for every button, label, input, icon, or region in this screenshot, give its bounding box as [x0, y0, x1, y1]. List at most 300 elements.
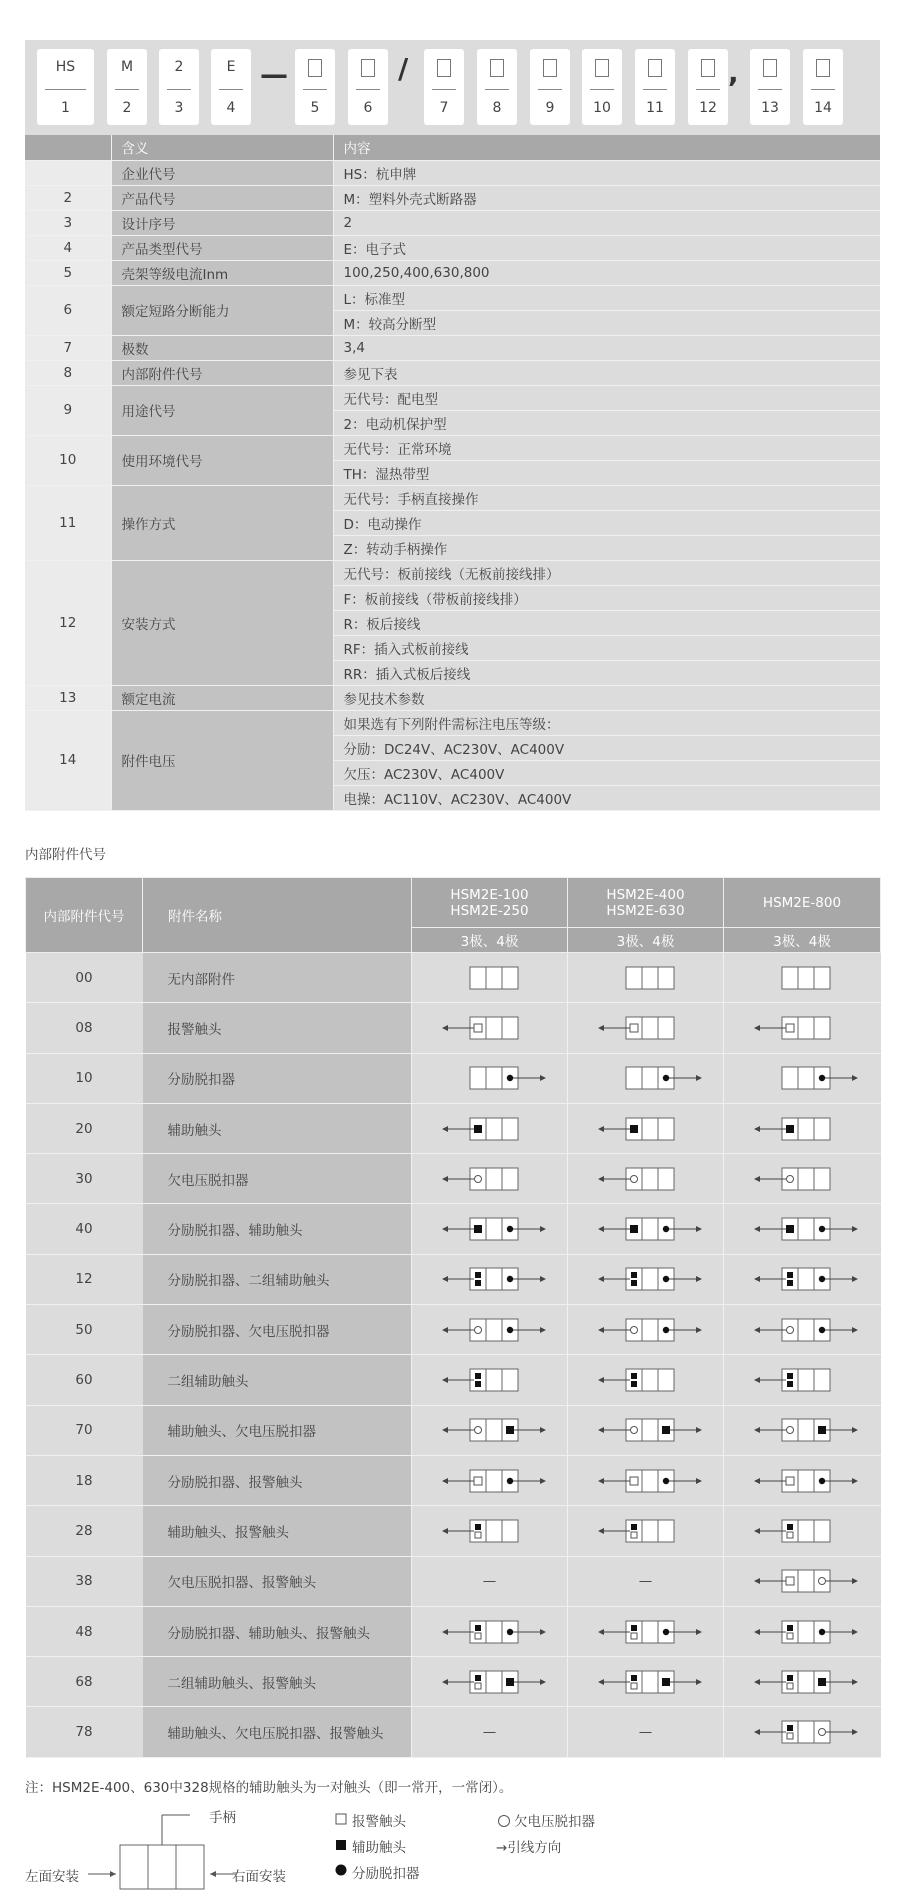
- code-box-13: [750, 49, 790, 125]
- uv-release-icon: [787, 1175, 794, 1182]
- row-content: M：较高分断型: [333, 310, 880, 335]
- row-number: 12: [25, 560, 111, 685]
- accessory-symbol-cell: [412, 1305, 568, 1355]
- blank-square-icon: [648, 59, 662, 77]
- legend-right-install: 右面安装: [232, 1869, 286, 1885]
- code-box-number: 3: [174, 100, 184, 116]
- shunt-release-icon: [662, 1276, 668, 1282]
- aux-contact-icon: [631, 1381, 637, 1387]
- alarm-contact-icon: [786, 1477, 794, 1485]
- meaning-row: [25, 235, 880, 260]
- shunt-release-icon: [506, 1327, 512, 1333]
- alarm-contact-icon: [787, 1633, 793, 1639]
- row-content: 2: [333, 210, 880, 235]
- code-box-number: 5: [310, 100, 320, 116]
- accessory-name: 无内部附件: [143, 953, 412, 1003]
- shunt-release-icon: [506, 1628, 512, 1634]
- row-content: 电操：AC110V、AC230V、AC400V: [333, 785, 880, 810]
- code-box-number: 4: [226, 100, 236, 116]
- model-1-line2: HSM2E-250: [450, 902, 529, 919]
- aux-contact-icon: [662, 1426, 670, 1434]
- accessory-symbol-cell: [724, 1455, 881, 1505]
- accessory-symbol-icon: [430, 963, 550, 993]
- aux-contact-icon: [662, 1678, 670, 1686]
- accessory-code: 60: [26, 1355, 143, 1405]
- accessory-name: 辅助触头: [143, 1103, 412, 1153]
- uv-release-icon: [630, 1175, 637, 1182]
- accessory-name: 分励脱扣器、辅助触头: [143, 1204, 412, 1254]
- code-box-value: [688, 59, 728, 77]
- aux-contact-icon: [786, 1225, 794, 1233]
- accessory-symbol-icon: [430, 1315, 550, 1345]
- code-box-7: [424, 49, 464, 125]
- code-box-divider: [219, 89, 243, 90]
- row-content: 欠压：AC230V、AC400V: [333, 760, 880, 785]
- aux-contact-icon: [818, 1678, 826, 1686]
- not-available-dash: —: [638, 1724, 653, 1741]
- code-box-6: [348, 49, 388, 125]
- breaker-outline-icon: [782, 967, 830, 989]
- code-box-divider: [643, 89, 667, 90]
- aux-contact-icon: [787, 1524, 793, 1530]
- aux-contact-icon: [787, 1725, 793, 1731]
- code-box-number: 2: [122, 100, 132, 116]
- accessory-symbol-icon: [742, 1466, 862, 1496]
- accessory-name: 二组辅助触头: [143, 1355, 412, 1405]
- legend-aux: 辅助触头: [352, 1840, 406, 1856]
- accessory-code: 10: [26, 1053, 143, 1103]
- code-box-number: 9: [545, 100, 555, 116]
- alarm-contact-icon: [475, 1683, 481, 1689]
- code-box-value: [424, 59, 464, 77]
- code-box-12: [688, 49, 728, 125]
- alarm-contact-icon: [787, 1733, 793, 1739]
- row-content: 无代号：板前接线（无板前接线排）: [333, 560, 880, 585]
- accessory-symbol-icon: [586, 1365, 706, 1395]
- accessory-name: 分励脱扣器、二组辅助触头: [143, 1254, 412, 1304]
- accessory-name: 欠电压脱扣器: [143, 1154, 412, 1204]
- blank-square-icon: [595, 59, 609, 77]
- header-poles-2: 3极、4极: [568, 928, 724, 953]
- header-no: [25, 135, 111, 160]
- code-box-divider: [356, 89, 380, 90]
- accessory-symbol-cell: [724, 1053, 881, 1103]
- code-box-divider: [811, 89, 835, 90]
- accessory-symbol-icon: [742, 1315, 862, 1345]
- not-available-dash: —: [638, 1573, 653, 1590]
- accessory-symbol-cell: [568, 1053, 724, 1103]
- accessory-symbol-icon: [586, 1516, 706, 1546]
- row-content: RF：插入式板前接线: [333, 635, 880, 660]
- separator-slash: /: [398, 52, 409, 85]
- accessory-symbol-cell: [412, 1506, 568, 1556]
- blank-square-icon: [816, 59, 830, 77]
- row-number: 11: [25, 485, 111, 560]
- meaning-row: [25, 435, 880, 460]
- breaker-outline-icon: [120, 1845, 204, 1889]
- accessory-name: 欠电压脱扣器、报警触头: [143, 1556, 412, 1606]
- code-box-divider: [538, 89, 562, 90]
- header-poles-3: 3极、4极: [724, 928, 881, 953]
- code-box-1: [37, 49, 94, 125]
- row-meaning: 附件电压: [111, 710, 333, 810]
- accessory-symbol-cell: [412, 1455, 568, 1505]
- code-box-divider: [432, 89, 456, 90]
- accessory-row: [26, 1506, 881, 1556]
- accessory-symbol-cell: [412, 1204, 568, 1254]
- accessory-symbol-icon: [430, 1013, 550, 1043]
- meaning-row: [25, 560, 880, 585]
- accessory-symbol-cell: [568, 1355, 724, 1405]
- accessory-symbol-cell: [412, 1003, 568, 1053]
- aux-contact-icon: [787, 1272, 793, 1278]
- accessory-symbol-icon: [586, 1415, 706, 1445]
- accessory-symbol-icon: [742, 1164, 862, 1194]
- code-box-3: [159, 49, 199, 125]
- row-number: [25, 160, 111, 185]
- accessory-row: [26, 1254, 881, 1304]
- uv-release-icon: [496, 1813, 512, 1829]
- row-content: R：板后接线: [333, 610, 880, 635]
- code-box-value: M: [120, 59, 134, 75]
- accessory-name: 分励脱扣器、辅助触头、报警触头: [143, 1606, 412, 1656]
- accessory-row: [26, 1556, 881, 1606]
- legend-direction: →引线方向: [496, 1840, 562, 1856]
- shunt-release-icon: [662, 1226, 668, 1232]
- breaker-outline-icon: [626, 967, 674, 989]
- accessory-symbol-icon: [742, 1667, 862, 1697]
- meaning-row: [25, 360, 880, 385]
- accessory-row: [26, 1003, 881, 1053]
- code-box-value: HS: [55, 59, 76, 75]
- meaning-row: [25, 335, 880, 360]
- model-3-line1: HSM2E-800: [762, 894, 842, 911]
- aux-contact-icon: [475, 1675, 481, 1681]
- breaker-outline-icon: [626, 1369, 674, 1391]
- alarm-contact-icon: [631, 1683, 637, 1689]
- section-title: 内部附件代号: [25, 847, 106, 863]
- accessory-name: 分励脱扣器、欠电压脱扣器: [143, 1305, 412, 1355]
- accessory-symbol-icon: [586, 1264, 706, 1294]
- accessory-symbol-icon: [742, 1717, 862, 1747]
- accessory-row: [26, 1606, 881, 1656]
- aux-contact-icon: [631, 1524, 637, 1530]
- model-2-line1: HSM2E-400: [606, 886, 685, 903]
- accessory-symbol-icon: [586, 1164, 706, 1194]
- aux-contact-icon: [631, 1675, 637, 1681]
- row-meaning: 内部附件代号: [111, 360, 333, 385]
- accessory-symbol-cell: [568, 1305, 724, 1355]
- accessory-symbol-cell: [568, 1606, 724, 1656]
- accessory-symbol-cell: [724, 1606, 881, 1656]
- aux-contact-icon: [818, 1426, 826, 1434]
- row-meaning: 企业代号: [111, 160, 333, 185]
- blank-square-icon: [701, 59, 715, 77]
- accessory-symbol-icon: [430, 1415, 550, 1445]
- accessory-symbol-icon: [742, 1365, 862, 1395]
- accessory-symbol-cell: [724, 1657, 881, 1707]
- alarm-contact-icon: [474, 1477, 482, 1485]
- alarm-contact-icon: [787, 1683, 793, 1689]
- accessory-code: 30: [26, 1154, 143, 1204]
- model-1-line1: HSM2E-100: [450, 886, 529, 903]
- accessory-symbol-icon: [742, 963, 862, 993]
- accessory-symbol-icon: [430, 1516, 550, 1546]
- accessory-symbol-cell: [568, 1556, 724, 1606]
- aux-contact-icon: [506, 1426, 514, 1434]
- code-box-divider: [115, 89, 139, 90]
- accessory-symbol-cell: [568, 953, 724, 1003]
- shunt-release-icon: [506, 1075, 512, 1081]
- row-content: F：板前接线（带板前接线排）: [333, 585, 880, 610]
- code-box-value: [348, 59, 388, 77]
- blank-square-icon: [308, 59, 322, 77]
- accessory-symbol-cell: [568, 1707, 724, 1757]
- alarm-contact-icon: [630, 1477, 638, 1485]
- aux-contact-icon: [475, 1373, 481, 1379]
- accessory-row: [26, 1103, 881, 1153]
- aux-contact-icon: [474, 1225, 482, 1233]
- header-accessory-name: 附件名称: [143, 878, 412, 953]
- shunt-release-icon: [819, 1327, 825, 1333]
- accessory-code: 48: [26, 1606, 143, 1656]
- row-number: 8: [25, 360, 111, 385]
- aux-contact-icon: [787, 1381, 793, 1387]
- aux-contact-icon: [787, 1280, 793, 1286]
- row-number: 10: [25, 435, 111, 485]
- uv-release-icon: [819, 1729, 826, 1736]
- accessory-symbol-icon: [586, 1315, 706, 1345]
- alarm-contact-icon: [787, 1532, 793, 1538]
- header-meaning: 含义: [111, 135, 333, 160]
- accessory-symbol-icon: [742, 1516, 862, 1546]
- accessory-symbol-cell: [724, 1405, 881, 1455]
- accessory-symbol-cell: [724, 1103, 881, 1153]
- meaning-row: [25, 485, 880, 510]
- row-number: 9: [25, 385, 111, 435]
- aux-contact-icon: [475, 1524, 481, 1530]
- accessory-symbol-icon: [742, 1264, 862, 1294]
- uv-release-icon: [474, 1326, 481, 1333]
- code-box-number: 7: [439, 100, 449, 116]
- meaning-row: [25, 160, 880, 185]
- aux-contact-icon: [506, 1678, 514, 1686]
- uv-release-icon: [787, 1326, 794, 1333]
- not-available-dash: —: [482, 1573, 497, 1590]
- uv-release-icon: [474, 1175, 481, 1182]
- row-content: 参见技术参数: [333, 685, 880, 710]
- code-box-11: [635, 49, 675, 125]
- accessory-row: [26, 1204, 881, 1254]
- row-meaning: 极数: [111, 335, 333, 360]
- row-content: E：电子式: [333, 235, 880, 260]
- code-box-value: [635, 59, 675, 77]
- accessory-symbol-icon: [742, 1063, 862, 1093]
- alarm-contact-icon: [631, 1532, 637, 1538]
- alarm-contact-icon: [631, 1633, 637, 1639]
- aux-contact-icon: [786, 1125, 794, 1133]
- code-box-number: 14: [814, 100, 832, 116]
- accessory-code: 50: [26, 1305, 143, 1355]
- accessory-symbol-cell: [724, 1254, 881, 1304]
- accessory-row: [26, 1053, 881, 1103]
- code-box-number: 10: [593, 100, 611, 116]
- row-content: TH：湿热带型: [333, 460, 880, 485]
- row-meaning: 操作方式: [111, 485, 333, 560]
- accessory-row: [26, 1405, 881, 1455]
- breaker-outline-icon: [782, 1369, 830, 1391]
- accessory-symbol-icon: [742, 1214, 862, 1244]
- legend-handle: 手柄: [209, 1810, 236, 1826]
- accessory-symbol-icon: [586, 1063, 706, 1093]
- aux-contact-icon: [336, 1840, 346, 1850]
- row-number: 14: [25, 710, 111, 810]
- row-content: 无代号：正常环境: [333, 435, 880, 460]
- accessory-symbol-icon: [430, 1617, 550, 1647]
- accessory-symbol-cell: [412, 1556, 568, 1606]
- accessory-symbol-cell: [568, 1254, 724, 1304]
- accessory-symbol-cell: [412, 953, 568, 1003]
- aux-contact-icon: [631, 1625, 637, 1631]
- accessory-symbol-cell: [724, 1506, 881, 1556]
- accessory-symbol-cell: [412, 1707, 568, 1757]
- uv-release-icon: [787, 1427, 794, 1434]
- row-content: D：电动操作: [333, 510, 880, 535]
- blank-square-icon: [763, 59, 777, 77]
- accessory-symbol-cell: [724, 1355, 881, 1405]
- shunt-release-icon: [819, 1628, 825, 1634]
- shunt-release-icon: [336, 1865, 347, 1876]
- aux-contact-icon: [475, 1280, 481, 1286]
- accessory-symbol-cell: [412, 1254, 568, 1304]
- accessory-symbol-cell: [412, 1053, 568, 1103]
- accessory-row: [26, 1657, 881, 1707]
- accessory-name: 二组辅助触头、报警触头: [143, 1657, 412, 1707]
- header-model-2: [568, 878, 724, 928]
- blank-square-icon: [361, 59, 375, 77]
- accessory-symbol-icon: [586, 1013, 706, 1043]
- code-box-value: E: [226, 59, 236, 75]
- row-content: 分励：DC24V、AC230V、AC400V: [333, 735, 880, 760]
- accessory-symbol-cell: [412, 1355, 568, 1405]
- accessory-code: 20: [26, 1103, 143, 1153]
- accessory-symbol-icon: [430, 1667, 550, 1697]
- code-box-10: [582, 49, 622, 125]
- meaning-row: [25, 285, 880, 310]
- code-box-number: 6: [363, 100, 373, 116]
- row-content: 3,4: [333, 335, 880, 360]
- row-content: 100,250,400,630,800: [333, 260, 880, 285]
- row-content: 如果选有下列附件需标注电压等级：: [333, 710, 880, 735]
- accessory-symbol-cell: [724, 1556, 881, 1606]
- row-meaning: 壳架等级电流Inm: [111, 260, 333, 285]
- alarm-contact-icon: [786, 1577, 794, 1585]
- code-box-divider: [45, 89, 86, 90]
- blank-square-icon: [490, 59, 504, 77]
- accessory-code: 00: [26, 953, 143, 1003]
- accessory-symbol-cell: [568, 1154, 724, 1204]
- shunt-release-icon: [819, 1226, 825, 1232]
- aux-contact-icon: [787, 1625, 793, 1631]
- shunt-release-icon: [506, 1276, 512, 1282]
- accessory-symbol-cell: [724, 1204, 881, 1254]
- accessory-symbol-cell: [568, 1204, 724, 1254]
- accessory-symbol-cell: [724, 1305, 881, 1355]
- row-meaning: 产品代号: [111, 185, 333, 210]
- model-2-line2: HSM2E-630: [606, 902, 685, 919]
- row-meaning: 产品类型代号: [111, 235, 333, 260]
- code-box-number: 11: [646, 100, 664, 116]
- row-meaning: 使用环境代号: [111, 435, 333, 485]
- accessory-code: 08: [26, 1003, 143, 1053]
- aux-contact-icon: [787, 1373, 793, 1379]
- legend-alarm: 报警触头: [352, 1814, 406, 1830]
- meaning-row: [25, 385, 880, 410]
- code-box-value: [582, 59, 622, 77]
- code-box-divider: [696, 89, 720, 90]
- code-box-value: [750, 59, 790, 77]
- legend-shunt: 分励脱扣器: [352, 1866, 420, 1882]
- code-box-divider: [303, 89, 327, 90]
- accessory-symbol-icon: [430, 1264, 550, 1294]
- header-accessory-code: 内部附件代号: [26, 878, 143, 953]
- accessory-symbol-cell: [412, 1103, 568, 1153]
- row-content: Z：转动手柄操作: [333, 535, 880, 560]
- aux-contact-icon: [630, 1225, 638, 1233]
- accessory-row: [26, 1707, 881, 1757]
- accessory-symbol-icon: [430, 1466, 550, 1496]
- shunt-release-icon: [506, 1477, 512, 1483]
- accessory-symbol-cell: [412, 1405, 568, 1455]
- uv-release-icon: [474, 1427, 481, 1434]
- accessory-row: [26, 1154, 881, 1204]
- accessory-row: [26, 1355, 881, 1405]
- meaning-table: [25, 135, 880, 811]
- meaning-row: [25, 210, 880, 235]
- accessory-symbol-icon: [742, 1013, 862, 1043]
- legend-left-install: 左面安装: [25, 1869, 79, 1885]
- code-box-9: [530, 49, 570, 125]
- alarm-contact-icon: [336, 1814, 346, 1824]
- row-content: 2：电动机保护型: [333, 410, 880, 435]
- accessory-name: 分励脱扣器、报警触头: [143, 1455, 412, 1505]
- accessory-symbol-icon: [742, 1415, 862, 1445]
- header-poles-1: 3极、4极: [412, 928, 568, 953]
- code-box-number: 13: [761, 100, 779, 116]
- code-box-divider: [167, 89, 191, 90]
- code-box-4: [211, 49, 251, 125]
- code-box-value: 2: [174, 59, 184, 75]
- code-box-divider: [485, 89, 509, 90]
- uv-release-icon: [819, 1578, 826, 1585]
- accessory-symbol-icon: [586, 1114, 706, 1144]
- accessory-code: 18: [26, 1455, 143, 1505]
- accessory-name: 辅助触头、报警触头: [143, 1506, 412, 1556]
- code-box-value: [530, 59, 570, 77]
- breaker-outline-icon: [470, 1369, 518, 1391]
- accessory-symbol-icon: [742, 1114, 862, 1144]
- code-box-value: [803, 59, 843, 77]
- code-box-number: 1: [61, 100, 70, 116]
- row-meaning: 用途代号: [111, 385, 333, 435]
- legend-uv: 欠电压脱扣器: [514, 1814, 595, 1830]
- alarm-contact-icon: [475, 1633, 481, 1639]
- accessory-symbol-icon: [586, 963, 706, 993]
- accessory-table: [25, 877, 881, 1758]
- aux-contact-icon: [631, 1272, 637, 1278]
- separator-dash: —: [260, 58, 288, 91]
- shunt-release-icon: [819, 1276, 825, 1282]
